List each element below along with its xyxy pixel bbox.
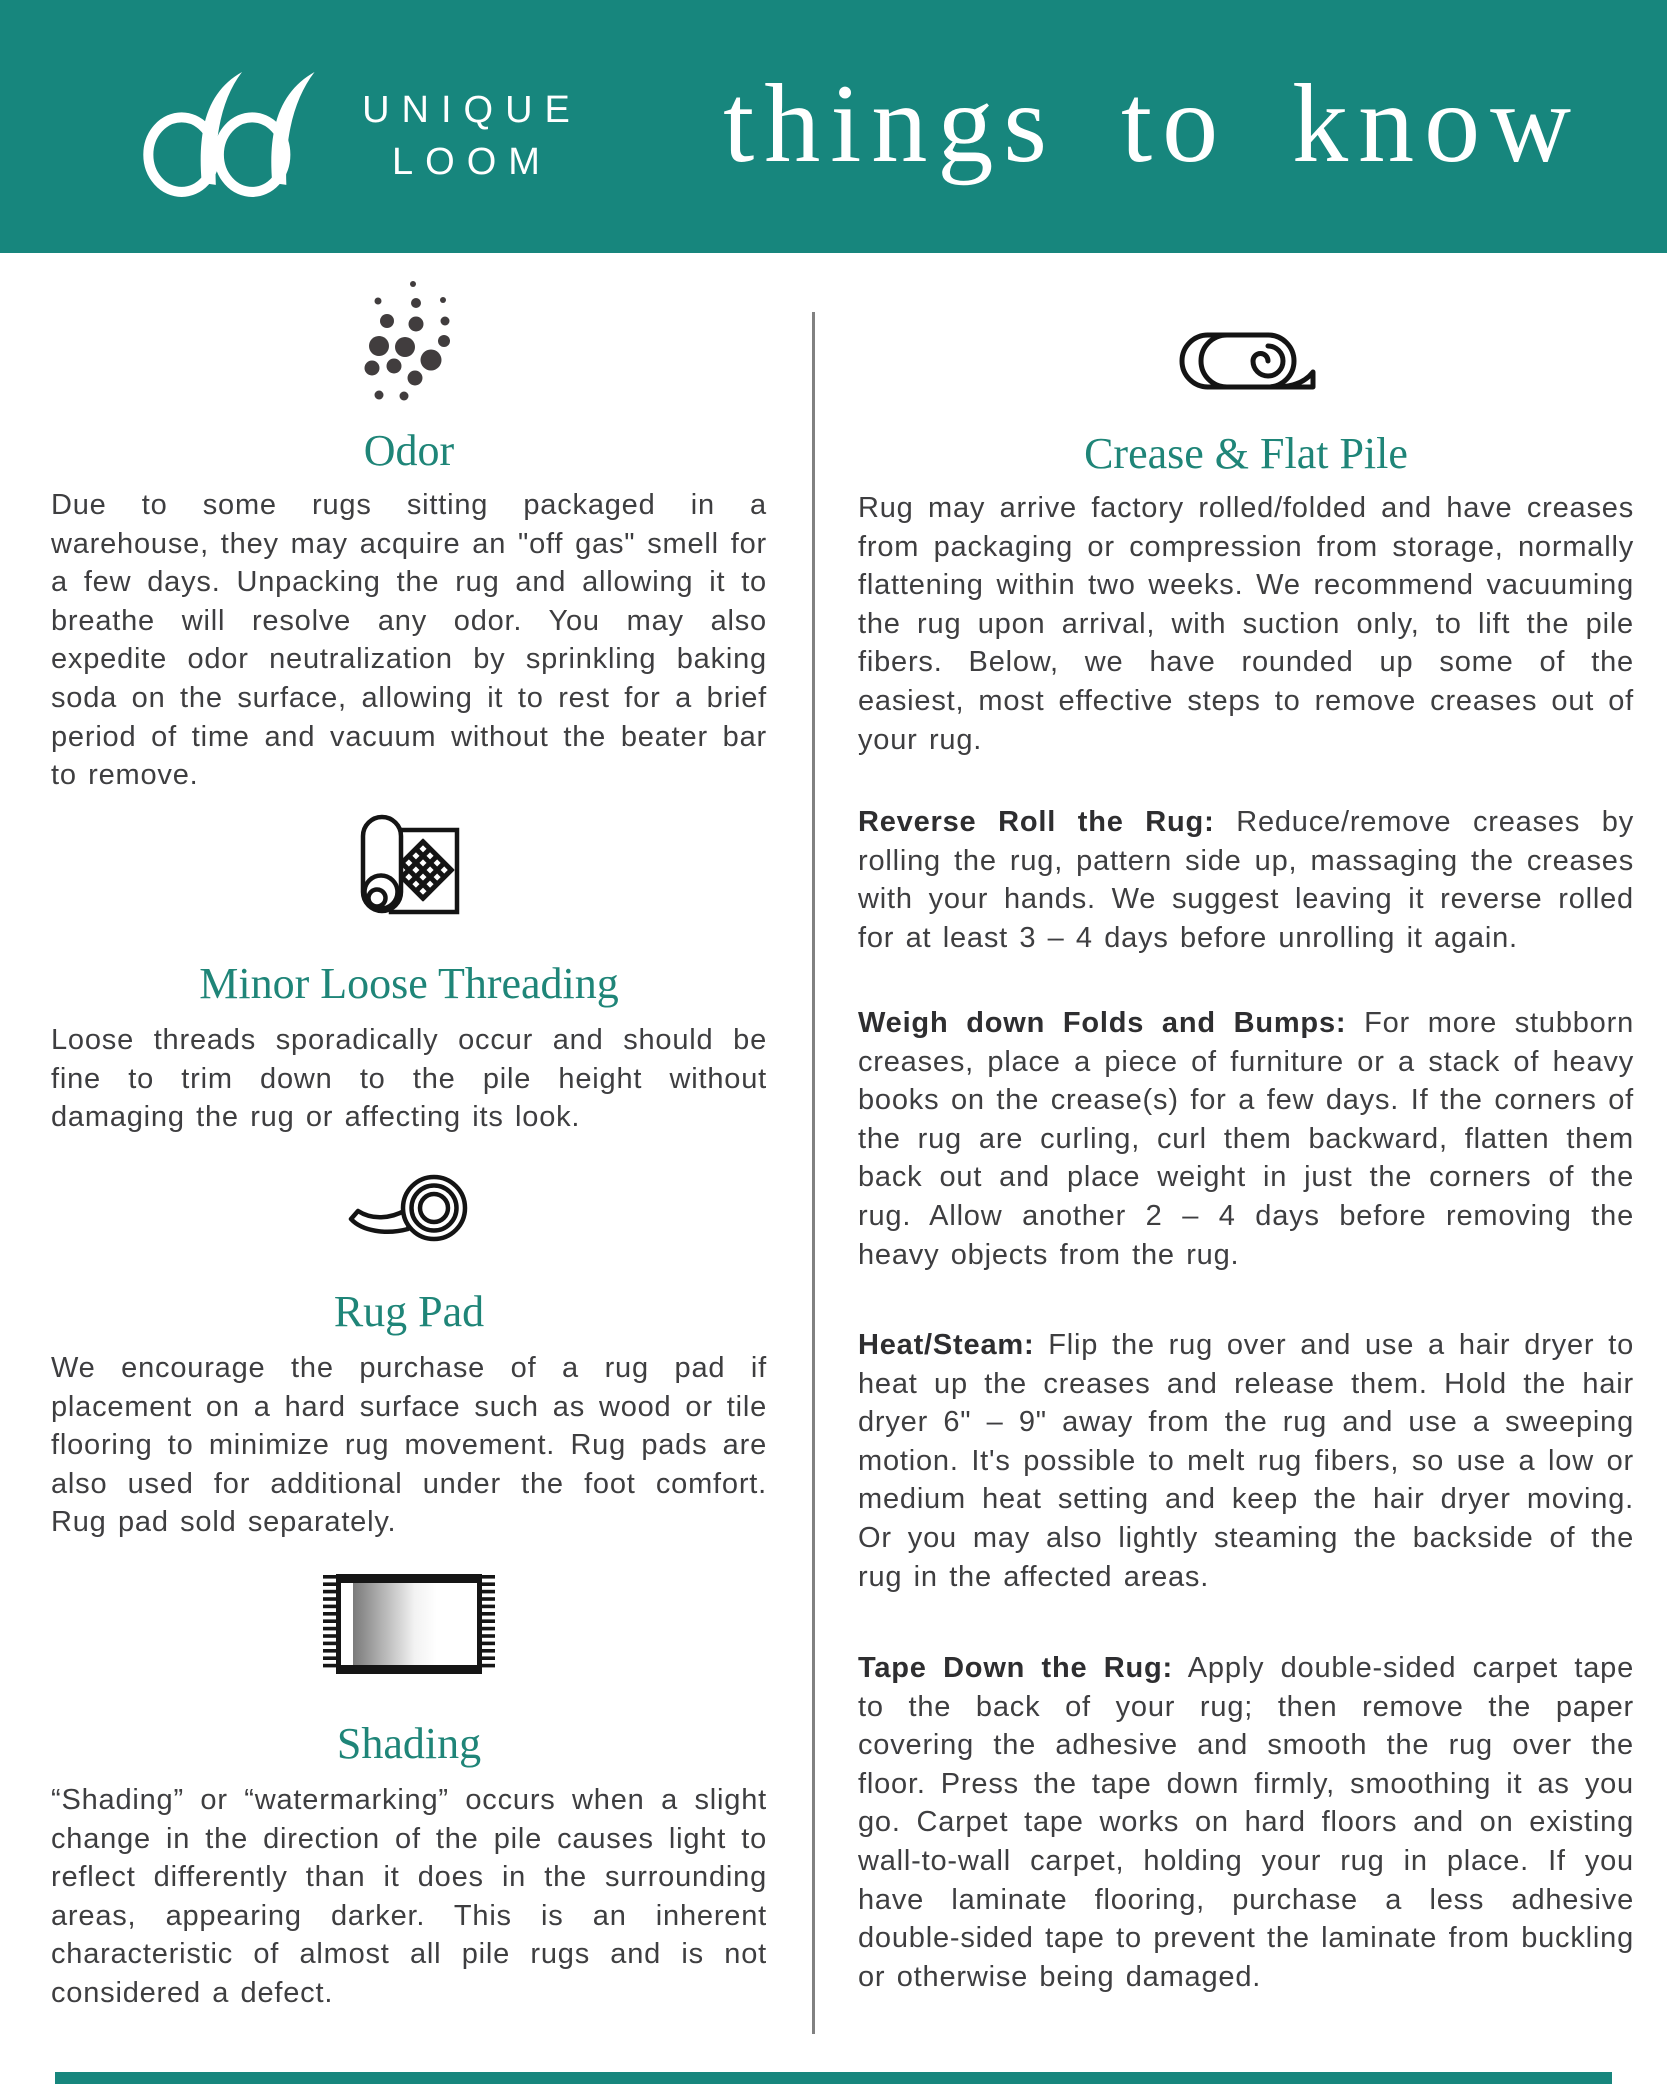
shaded-rug-icon bbox=[51, 1574, 767, 1674]
brand-line-1: UNIQUE bbox=[362, 89, 582, 131]
section-title: Odor bbox=[363, 426, 455, 475]
step-lead: Tape Down the Rug: bbox=[858, 1652, 1173, 1684]
header-banner bbox=[0, 0, 1667, 253]
step-weigh-down bbox=[858, 1004, 1634, 1274]
footer-accent-bar bbox=[55, 2072, 1612, 2084]
section-loose-threading bbox=[51, 806, 767, 1137]
brand-line-2: LOOM bbox=[392, 141, 552, 183]
section-title: Shading bbox=[336, 1719, 482, 1768]
rolled-rug-crosshatch-icon bbox=[51, 806, 767, 928]
step-reverse-roll bbox=[858, 803, 1634, 957]
column-divider bbox=[812, 312, 815, 2034]
step-text: Reduce/remove creases by rolling the rug, pattern side up, massaging the creases with your hands. We suggest leaving it reverse rolled for at least 3 – 4 days before unrolling it again. bbox=[858, 806, 1634, 954]
section-title: Minor Loose Threading bbox=[199, 959, 619, 1008]
section-rug-pad bbox=[51, 1166, 767, 1542]
step-lead: Reverse Roll the Rug: bbox=[858, 806, 1215, 838]
step-text: Flip the rug over and use a hair dryer to heat up the creases and release them. Hold the hair dryer 6" – 9" away from the rug and use a sweeping motion. It's possible to melt rug fibers, so use a low or medium heat setting and keep the hair dryer moving. Or you may also lightly steaming the backside of the rug in the affected areas. bbox=[858, 1329, 1634, 1593]
step-lead: Heat/Steam: bbox=[858, 1329, 1035, 1361]
section-text: “Shading” or “watermarking” occurs when a slight change in the direction of the pile causes light to reflect differently than it does in the surrounding areas, appearing darker. This is an inherent characteristic of almost all pile rugs and is not considered a defect. bbox=[51, 1784, 767, 2009]
step-tape-down bbox=[858, 1649, 1634, 1996]
section-title: Rug Pad bbox=[333, 1287, 485, 1336]
section-intro: Rug may arrive factory rolled/folded and have creases from packaging or compression from storage, normally flattening within two weeks. We recommend vacuuming the rug upon arrival, with suction only, to lift the pile fibers. Below, we have rounded up some of the easiest, most effective steps to remove creases out of your rug. bbox=[858, 492, 1634, 756]
section-shading bbox=[51, 1574, 767, 2013]
step-lead: Weigh down Folds and Bumps: bbox=[858, 1007, 1347, 1039]
brand-wordmark bbox=[340, 84, 604, 188]
step-text: For more stubborn creases, place a piece of furniture or a stack of heavy books on the crease(s) for a few days. If the corners of the rug are curling, curl them backward, flatten them back out and place weight in just the corners of the rug. Allow another 2 – 4 days before removing the heavy objects from the rug. bbox=[858, 1007, 1634, 1271]
section-crease-flat-pile bbox=[858, 330, 1634, 759]
section-title: Crease & Flat Pile bbox=[1084, 429, 1408, 478]
section-text: Due to some rugs sitting packaged in a warehouse, they may acquire an "off gas" smell for a few days. Unpacking the rug and allowing it to breathe will resolve any odor. You may also expedite odor neutralization by sprinkling baking soda on the surface, allowing it to rest for a brief period of time and vacuum without the beater bar to remove. bbox=[51, 489, 767, 792]
section-odor bbox=[51, 278, 767, 795]
rug-pad-roll-icon bbox=[51, 1166, 767, 1246]
section-text: Loose threads sporadically occur and should be fine to trim down to the pile height without damaging the rug or affecting its look. bbox=[51, 1024, 767, 1134]
odor-dots-icon bbox=[51, 278, 767, 403]
section-text: We encourage the purchase of a rug pad if placement on a hard surface such as wood or tile flooring to minimize rug movement. Rug pads are also used for additional under the foot comfort. Rug pad sold separately. bbox=[51, 1352, 767, 1539]
step-heat-steam bbox=[858, 1326, 1634, 1596]
page-title: things to know bbox=[723, 62, 1581, 186]
rolled-rug-spiral-icon bbox=[858, 330, 1634, 392]
unique-loom-logo-icon bbox=[128, 64, 352, 200]
step-text: Apply double-sided carpet tape to the back of your rug; then remove the paper covering the adhesive and smooth the rug over the floor. Press the tape down firmly, smoothing it as you go. Carpet tape works on hard floors and on existing wall-to-wall carpet, holding your rug in place. If you have laminate flooring, purchase a less adhesive double-sided tape to prevent the laminate from buckling or otherwise being damaged. bbox=[858, 1652, 1635, 1993]
